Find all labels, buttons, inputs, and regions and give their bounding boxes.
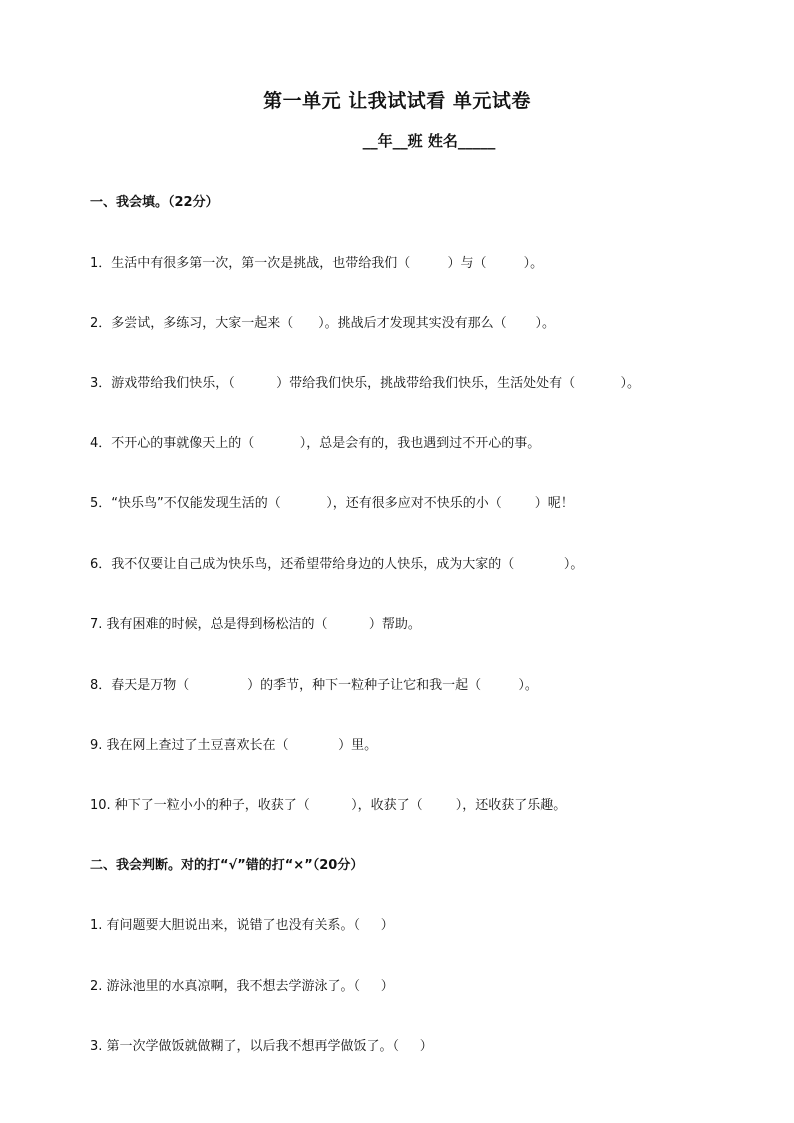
section-heading-fill: 一、我会填。（22分）: [90, 195, 219, 210]
fill-question: 2．多尝试，多练习，大家一起来（ ）。挑战后才发现其实没有那么（ ）。: [90, 316, 555, 331]
fill-question: 10. 种下了一粒小小的种子，收获了（ ），收获了（ ），还收获了乐趣。: [90, 798, 567, 813]
fill-question: 6．我不仅要让自己成为快乐鸟，还希望带给身边的人快乐，成为大家的（ ）。: [90, 557, 584, 572]
fill-question: 5．“快乐鸟”不仅能发现生活的（ ），还有很多应对不快乐的小（ ）呢！: [90, 496, 574, 511]
fill-question: 7. 我有困难的时候，总是得到杨松洁的（ ）帮助。: [90, 617, 421, 632]
fill-question: 9. 我在网上查过了土豆喜欢长在（ ）里。: [90, 738, 378, 753]
fill-question: 1．生活中有很多第一次，第一次是挑战，也带给我们（ ）与（ ）。: [90, 256, 544, 271]
page-title: 第一单元 让我试试看 单元试卷: [263, 90, 531, 112]
judge-question: 3. 第一次学做饭就做糊了，以后我不想再学做饭了。（ ）: [90, 1039, 433, 1054]
class-name-line: __年__班 姓名_____: [362, 132, 496, 150]
judge-question: 2. 游泳池里的水真凉啊，我不想去学游泳了。（ ）: [90, 979, 394, 994]
fill-question: 4．不开心的事就像天上的（ ），总是会有的，我也遇到过不开心的事。: [90, 436, 541, 451]
fill-question: 3．游戏带给我们快乐，（ ）带给我们快乐，挑战带给我们快乐，生活处处有（ ）。: [90, 376, 641, 391]
judge-question: 1. 有问题要大胆说出来，说错了也没有关系。（ ）: [90, 918, 394, 933]
section-heading-judge: 二、我会判断。对的打“√”错的打“×”（20分）: [90, 858, 364, 873]
fill-question: 8．春天是万物（ ）的季节，种下一粒种子让它和我一起（ ）。: [90, 678, 538, 693]
